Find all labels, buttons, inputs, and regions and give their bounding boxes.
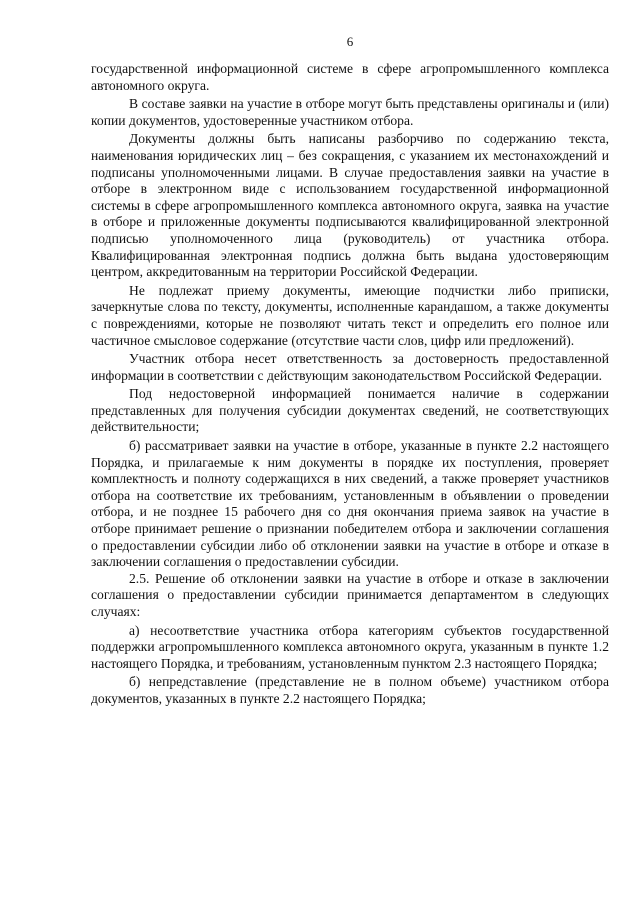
page-number: 6: [346, 34, 354, 49]
paragraph-originals-copies: В составе заявки на участие в отборе могут быть представлены оригиналы и (или) копии документов, удостоверенные участником отбора.: [91, 96, 609, 128]
paragraph-continuation: государственной информационной системе в сфере агропромышленного комплекса автономного округа.: [91, 61, 609, 93]
paragraph-section-2-5: 2.5. Решение об отклонении заявки на участие в отборе и отказе в заключении соглашения о предоставлении субсидии принимается департаментом в следующих случаях:: [91, 570, 609, 619]
paragraph-item-b-nonsubmission: б) непредставление (представление не в полном объеме) участником отбора документов, указанных в пункте 2.2 настоящего Порядка;: [91, 674, 609, 706]
paragraph-document-requirements: Документы должны быть написаны разборчиво по содержанию текста, наименования юридических лиц – без сокращения, с указанием их местонахождений и подписаны уполномоченными лицами. В случае предоставления заявки на участие в отборе в электронном виде с использованием государственной информационной системы в сфере агропромышленного комплекса автономного округа, заявка на участие в отборе и приложенные документы подписываются квалифицированной электронной подписью уполномоченного лица (руководитель) от участника отбора. Квалифицированная электронная подпись должна быть выдана удостоверяющим центром, аккредитованным на территории Российской Федерации.: [91, 131, 609, 280]
paragraph-rejected-documents: Не подлежат приему документы, имеющие подчистки либо приписки, зачеркнутые слова по тексту, документы, исполненные карандашом, а также документы с повреждениями, которые не позволяют читать текст и определить его полное или частичное смысловое содержание (отсутствие части слов, цифр или предложений).: [91, 282, 609, 348]
paragraph-item-b-review: б) рассматривает заявки на участие в отборе, указанные в пункте 2.2 настоящего Порядка, и прилагаемые к ним документы в порядке их поступления, проверяет комплектность и полноту содержащихся в них сведений, а также проверяет участников отбора на соответствие их требованиям, установленным в объявлении о проведении отбора, и не позднее 15 рабочего дня со дня окончания приема заявок на участие в отборе принимает решение о признании победителем отбора и заключении соглашения о предоставлении субсидии либо об отклонении заявки на участие в отборе и отказе в заключении соглашения о предоставлении субсидии.: [91, 438, 609, 570]
paragraph-participant-responsibility: Участник отбора несет ответственность за достоверность предоставленной информации в соответствии с действующим законодательством Российской Федерации.: [91, 351, 609, 383]
paragraph-item-a-nonconformity: а) несоответствие участника отбора категориям субъектов государственной поддержки агропромышленного комплекса автономного округа, указанным в пункте 1.2 настоящего Порядка, и требованиям, установленным пунктом 2.3 настоящего Порядка;: [91, 622, 609, 671]
paragraph-false-information: Под недостоверной информацией понимается наличие в содержании представленных для получения субсидии документах сведений, не соответствующих действительности;: [91, 386, 609, 435]
